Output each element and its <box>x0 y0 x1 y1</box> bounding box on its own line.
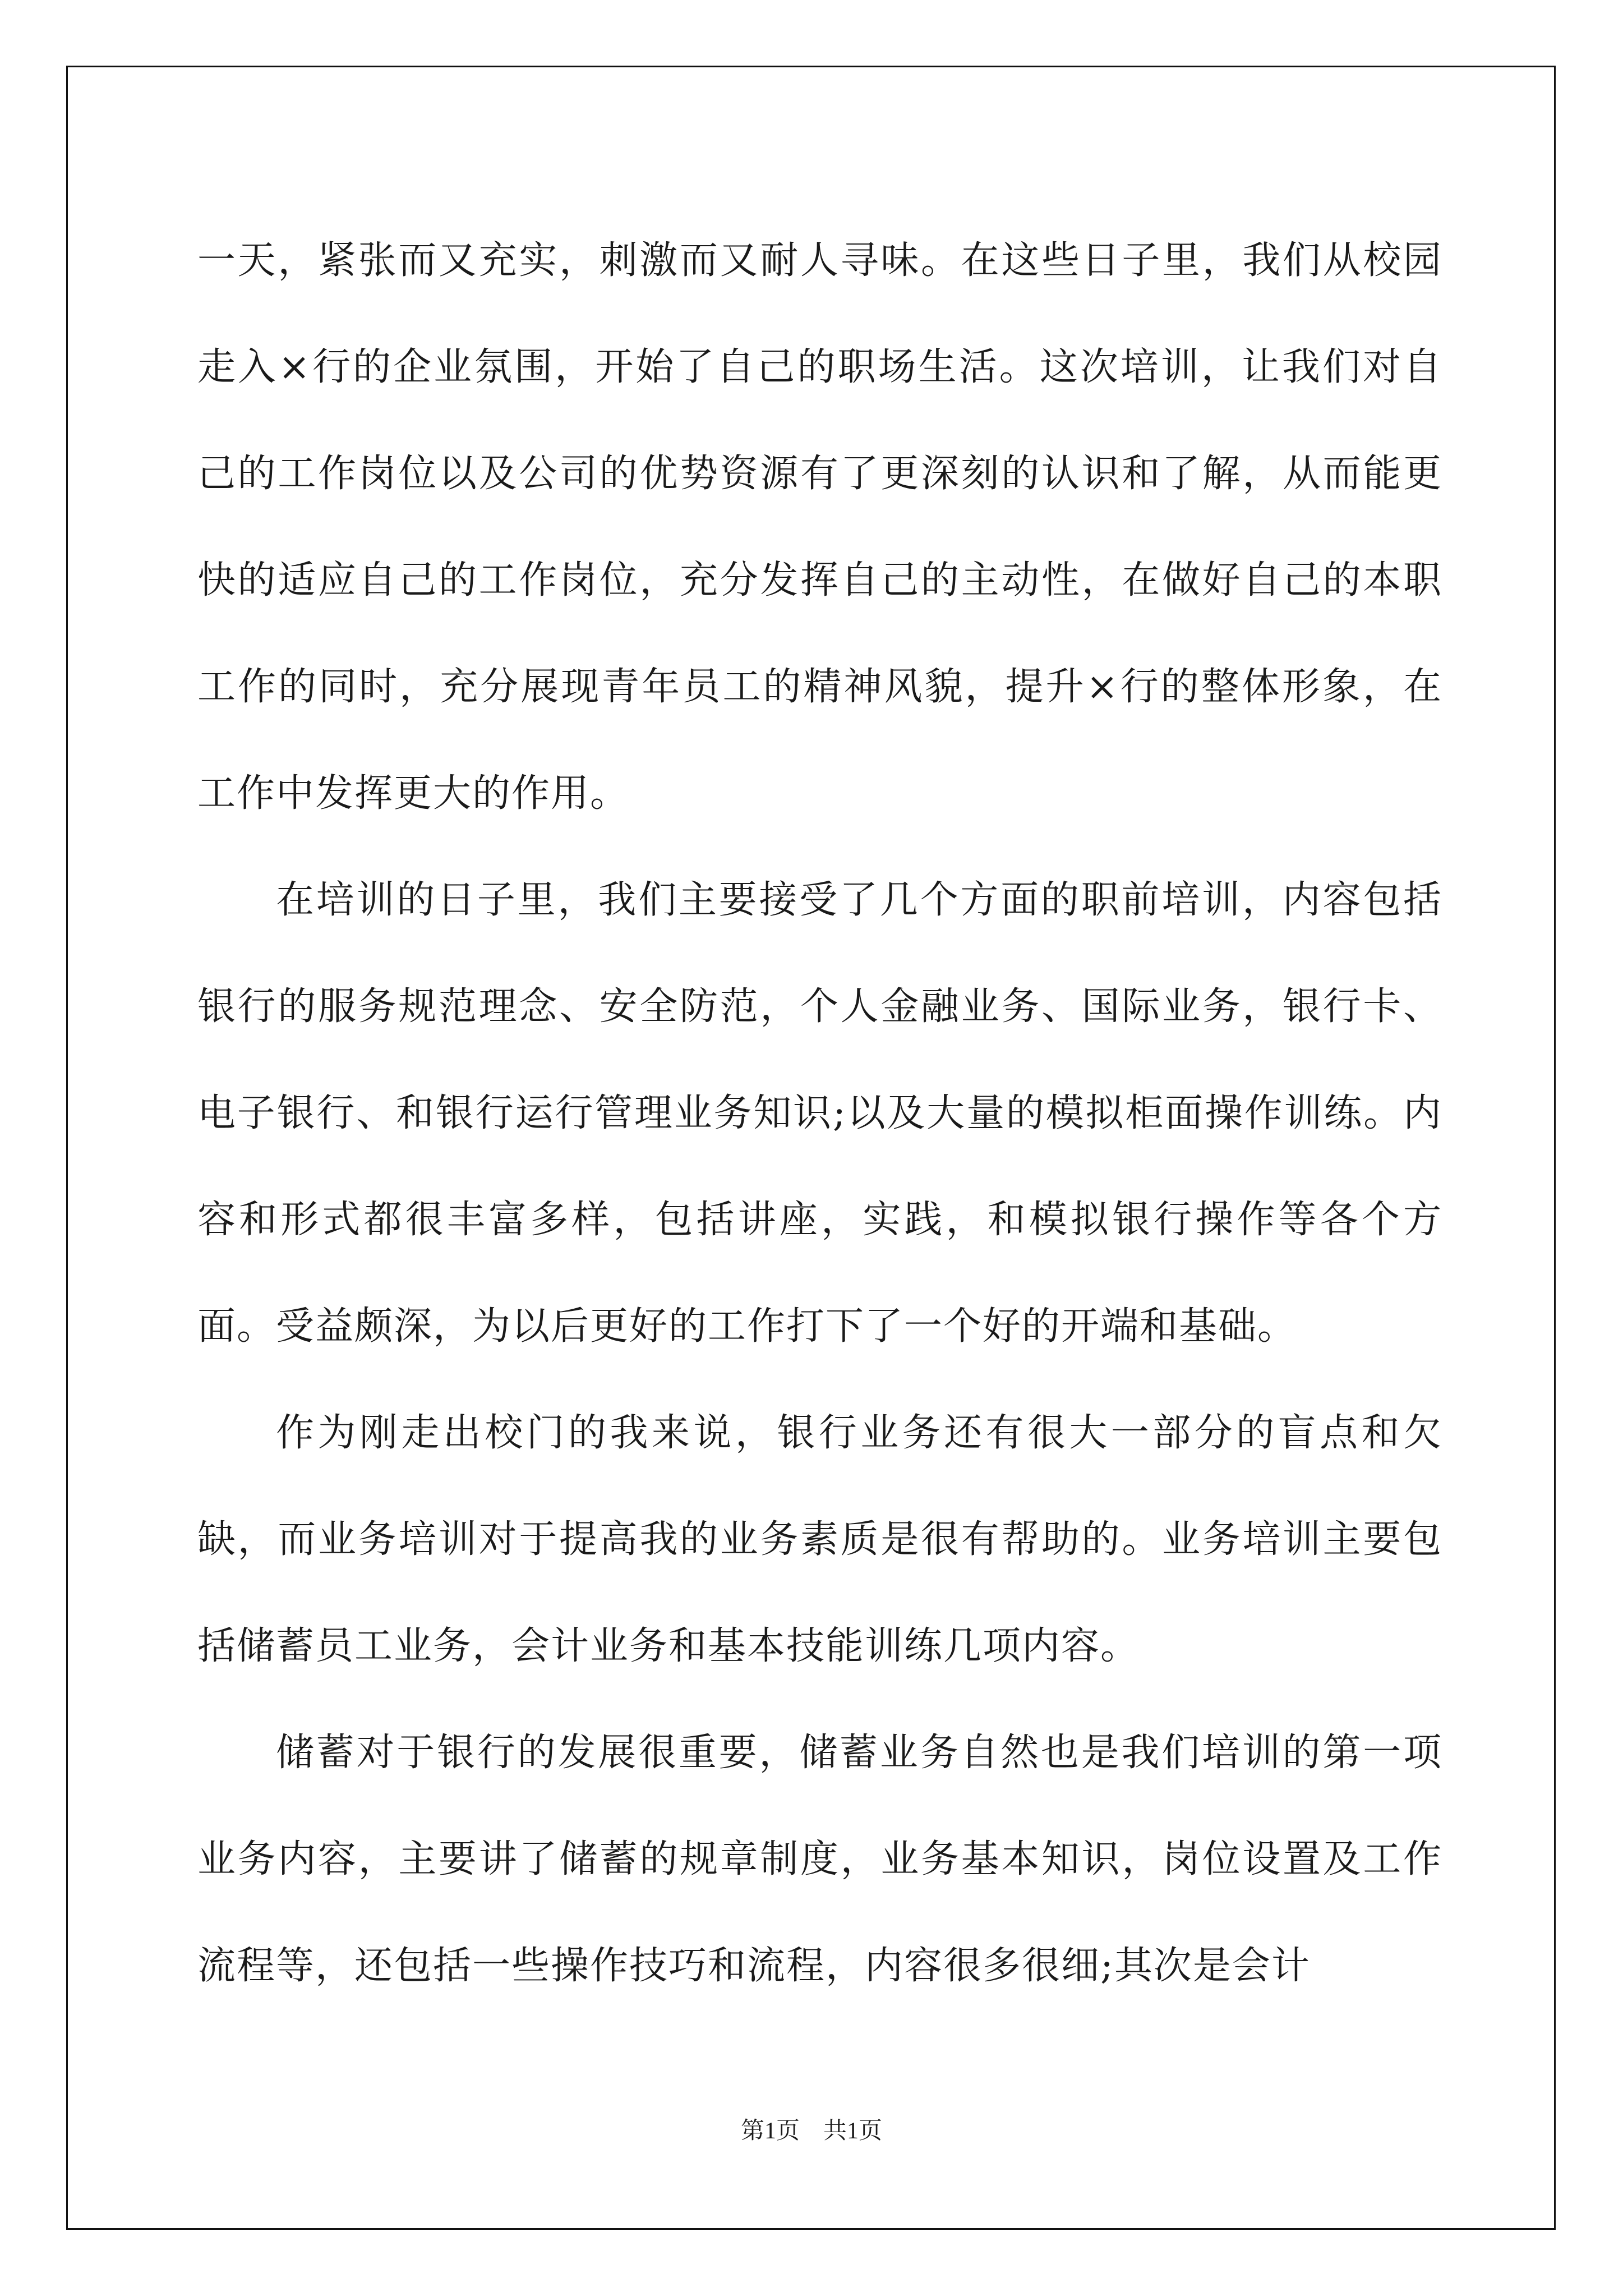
page-footer: 第1页 共1页 <box>740 2118 882 2144</box>
paragraph-3: 作为刚走出校门的我来说，银行业务还有很大一部分的盲点和欠缺，而业务培训对于提高我的业务素质是很有帮助的。业务培训主要包括储蓄员工业务，会计业务和基本技能训练几项内容。 <box>197 1411 1442 1668</box>
paragraph-1: 一天，紧张而又充实，刺激而又耐人寻味。在这些日子里，我们从校园走入×行的企业氛围，开始了自己的职场生活。这次培训，让我们对自己的工作岗位以及公司的优势资源有了更深刻的认识和了解，从而能更快的适应自己的工作岗位，充分发挥自己的主动性，在做好自己的本职工作的同时，充分展现青年员工的精神风貌，提升×行的整体形象，在工作中发挥更大的作用。 <box>197 238 1442 816</box>
document-body <box>197 208 1442 2019</box>
paragraph-4: 储蓄对于银行的发展很重要，储蓄业务自然也是我们培训的第一项业务内容，主要讲了储蓄的规章制度，业务基本知识，岗位设置及工作流程等，还包括一些操作技巧和流程，内容很多很细;其次是会计 <box>197 1731 1442 1988</box>
paragraph-2: 在培训的日子里，我们主要接受了几个方面的职前培训，内容包括银行的服务规范理念、安全防范，个人金融业务、国际业务，银行卡、电子银行、和银行运行管理业务知识;以及大量的模拟柜面操作训练。内容和形式都很丰富多样，包括讲座，实践，和模拟银行操作等各个方面。受益颇深，为以后更好的工作打下了一个好的开端和基础。 <box>197 878 1442 1349</box>
